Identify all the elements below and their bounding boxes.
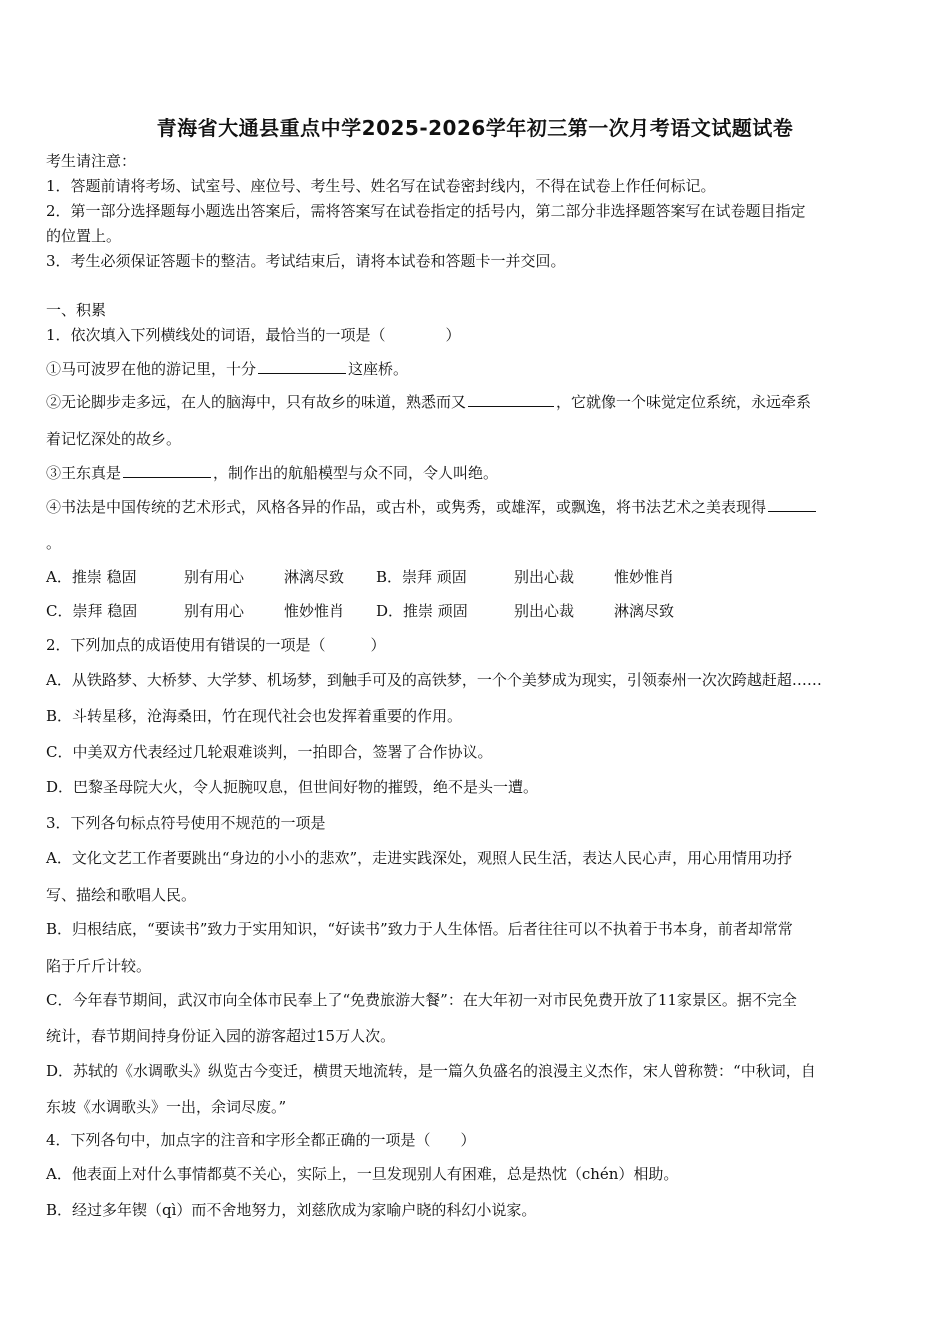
notice-item-1: 1．答题前请将考场、试室号、座位号、考生号、姓名写在试卷密封线内，不得在试卷上作任何标记。	[46, 177, 716, 195]
answer-blank	[768, 497, 816, 512]
q3-stem: 3．下列各句标点符号使用不规范的一项是	[46, 814, 326, 832]
q3-option-d-cont: 东坡《水调歌头》一出，余词尽废。”	[46, 1098, 287, 1116]
q1-sentence-3	[46, 463, 498, 483]
q1-option-c-phrase: 惟妙惟肖	[284, 602, 345, 620]
q3-option-a: A．文化文艺工作者要跳出“身边的小小的悲欢”，走进实践深处，观照人民生活，表达人民心声，用心用情用功抒	[46, 849, 793, 867]
q1-option-a-words: A．推崇 稳固	[46, 568, 137, 586]
q4-option-b: B．经过多年锲（qì）而不舍地努力，刘慈欣成为家喻户晓的科幻小说家。	[46, 1201, 537, 1219]
answer-blank	[123, 463, 211, 478]
q1-s4-pre: ④书法是中国传统的艺术形式，风格各异的作品，或古朴，或隽秀，或雄浑，或飘逸，将书法艺术之美表现得	[46, 498, 767, 516]
q1-option-c-words: C．崇拜 稳固	[46, 602, 138, 620]
notice-item-2: 2．第一部分选择题每小题选出答案后，需将答案写在试卷指定的括号内，第二部分非选择题答案写在试卷题目指定	[46, 202, 806, 220]
q1-option-b-words: B．崇拜 顽固	[376, 568, 467, 586]
q3-option-b-cont: 陷于斤斤计较。	[46, 957, 152, 975]
q1-s1-post: 这座桥。	[348, 360, 409, 378]
q1-option-b-phrase: 惟妙惟肖	[614, 568, 675, 586]
notice-item-3: 3．考生必须保证答题卡的整洁。考试结束后，请将本试卷和答题卡一并交回。	[46, 252, 566, 270]
q1-s2-post: ，它就像一个味觉定位系统，永远牵系	[556, 393, 812, 411]
q1-sentence-2	[46, 392, 811, 412]
q1-s3-post: ，制作出的航船模型与众不同，令人叫绝。	[213, 464, 499, 482]
q1-options-row-1	[46, 567, 674, 587]
q1-option-d-phrase: 淋漓尽致	[614, 602, 675, 620]
answer-blank	[258, 359, 346, 374]
q3-option-d: D．苏轼的《水调歌头》纵览古今变迁，横贯天地流转，是一篇久负盛名的浪漫主义杰作，宋人曾称赞：“中秋词，自	[46, 1062, 816, 1080]
q2-option-a: A．从铁路梦、大桥梦、大学梦、机场梦，到触手可及的高铁梦，一个个美梦成为现实，引领泰州一次次跨越赶超……	[46, 671, 822, 689]
q1-option-d-words: D．推崇 顽固	[376, 602, 468, 620]
q1-option-a-idiom: 别有用心	[184, 568, 245, 586]
q1-sentence-1	[46, 359, 408, 379]
q2-option-d: D．巴黎圣母院大火，令人扼腕叹息，但世间好物的摧毁，绝不是头一遭。	[46, 778, 539, 796]
q1-sentence-2-cont: 着记忆深处的故乡。	[46, 430, 182, 448]
q2-option-b: B．斗转星移，沧海桑田，竹在现代社会也发挥着重要的作用。	[46, 707, 463, 725]
q1-sentence-4	[46, 497, 818, 517]
q3-option-c: C．今年春节期间，武汉市向全体市民奉上了“免费旅游大餐”：在大年初一对市民免费开放了11家景区。据不完全	[46, 991, 797, 1009]
q2-option-c: C．中美双方代表经过几轮艰难谈判，一拍即合，签署了合作协议。	[46, 743, 493, 761]
q1-sentence-4-end: 。	[46, 534, 62, 552]
q4-stem: 4．下列各句中，加点字的注音和字形全都正确的一项是（ ）	[46, 1131, 476, 1149]
q1-stem: 1．依次填入下列横线处的词语，最恰当的一项是（ ）	[46, 326, 461, 344]
q1-s2-pre: ②无论脚步走多远，在人的脑海中，只有故乡的味道，熟悉而又	[46, 393, 467, 411]
q1-s3-pre: ③王东真是	[46, 464, 122, 482]
notice-item-2-cont: 的位置上。	[46, 227, 122, 245]
q4-option-a: A．他表面上对什么事情都莫不关心，实际上，一旦发现别人有困难，总是热忱（chén）相助。	[46, 1165, 679, 1183]
answer-blank	[468, 392, 554, 407]
q3-option-a-cont: 写、描绘和歌唱人民。	[46, 886, 197, 904]
q1-s1-pre: ①马可波罗在他的游记里，十分	[46, 360, 257, 378]
q1-options-row-2	[46, 601, 674, 621]
q1-option-b-idiom: 别出心裁	[514, 568, 575, 586]
exam-title: 青海省大通县重点中学2025-2026学年初三第一次月考语文试题试卷	[156, 116, 794, 140]
q1-option-c-idiom: 别有用心	[184, 602, 245, 620]
q3-option-c-cont: 统计，春节期间持身份证入园的游客超过15万人次。	[46, 1027, 396, 1045]
q1-option-d-idiom: 别出心裁	[514, 602, 575, 620]
q3-option-b: B．归根结底，“要读书”致力于实用知识，“好读书”致力于人生体悟。后者往往可以不执着于书本身，前者却常常	[46, 920, 793, 938]
notice-heading: 考生请注意：	[46, 152, 137, 170]
q1-option-a-phrase: 淋漓尽致	[284, 568, 345, 586]
q2-stem: 2．下列加点的成语使用有错误的一项是（ ）	[46, 636, 386, 654]
section-heading: 一、积累	[46, 301, 107, 319]
